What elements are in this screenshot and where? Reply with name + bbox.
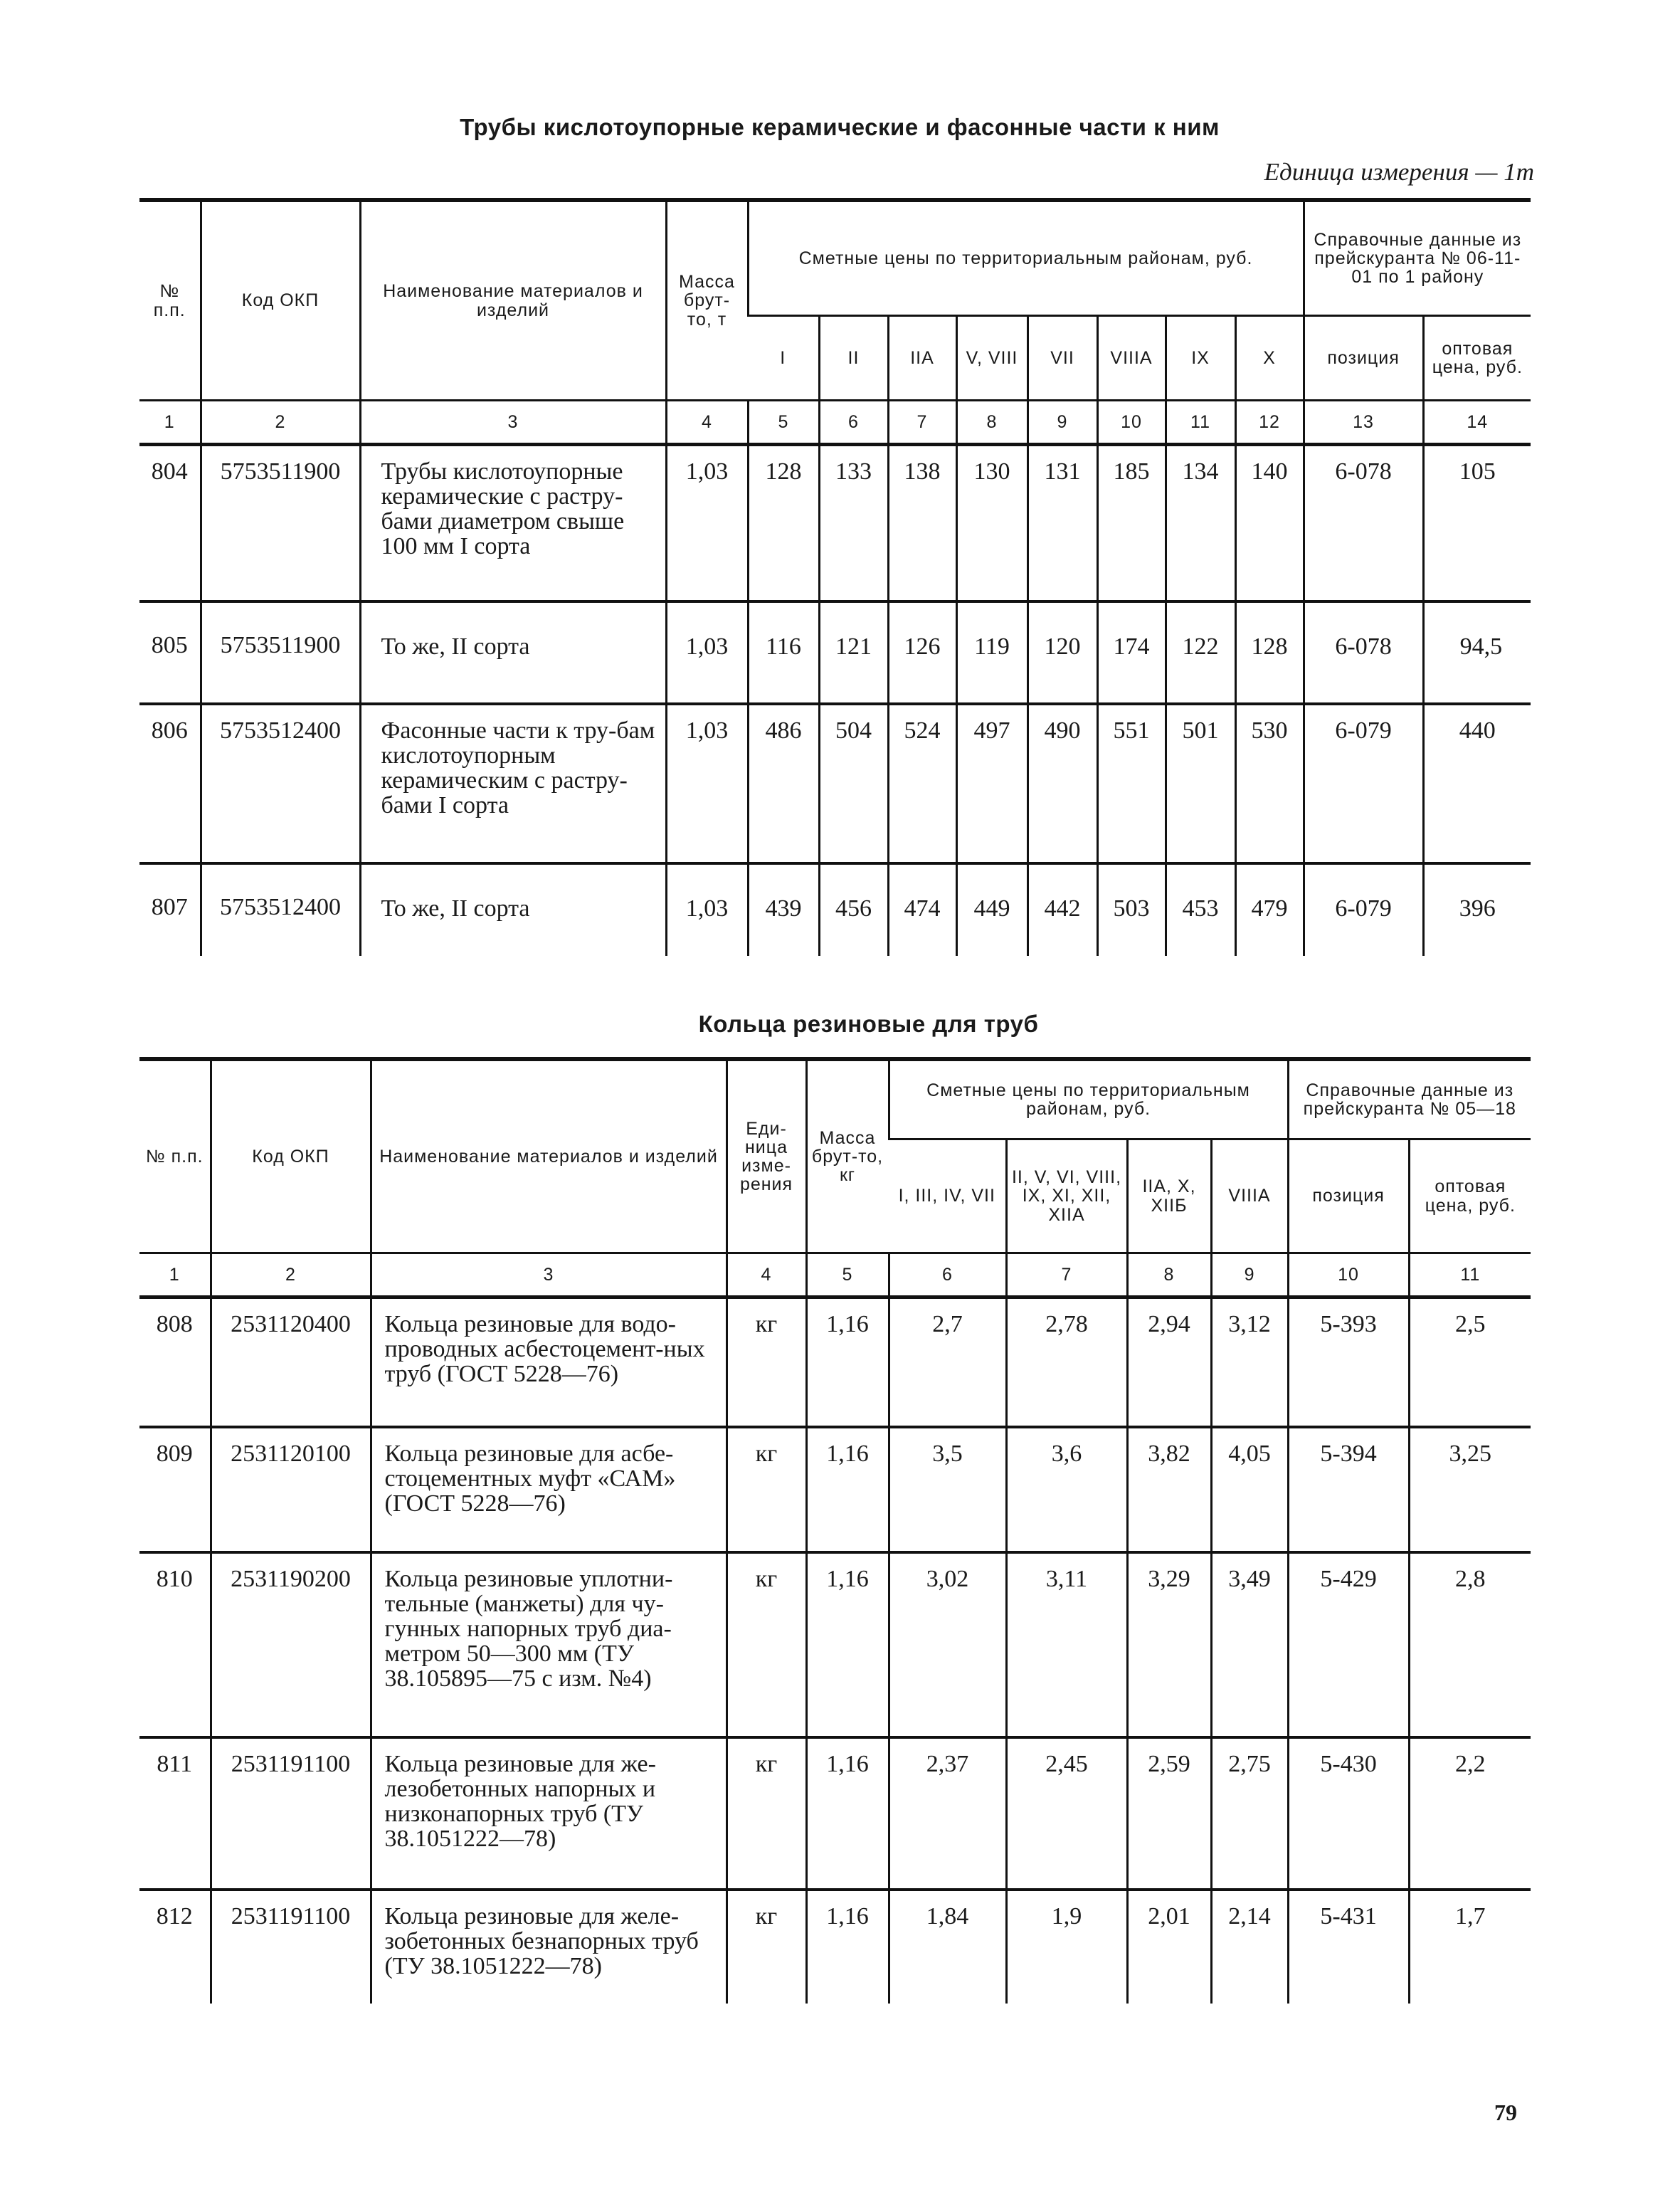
column-number: 5 bbox=[806, 1253, 889, 1297]
row-wholesale: 2,5 bbox=[1409, 1297, 1531, 1427]
row-price: 116 bbox=[748, 601, 819, 704]
header-region: V, VIII bbox=[956, 316, 1027, 401]
row-price: 2,45 bbox=[1006, 1737, 1127, 1890]
row-wholesale: 2,8 bbox=[1409, 1552, 1531, 1737]
row-mass: 1,03 bbox=[666, 863, 748, 956]
column-number: 13 bbox=[1304, 401, 1423, 445]
row-price: 130 bbox=[956, 445, 1027, 601]
column-number: 6 bbox=[819, 401, 888, 445]
row-price: 2,37 bbox=[889, 1737, 1006, 1890]
row-price: 120 bbox=[1027, 601, 1097, 704]
column-number: 4 bbox=[666, 401, 748, 445]
row-price: 128 bbox=[1235, 601, 1304, 704]
row-price: 121 bbox=[819, 601, 888, 704]
row-price: 126 bbox=[888, 601, 956, 704]
row-okp: 2531120400 bbox=[211, 1297, 371, 1427]
page-number: 79 bbox=[1494, 2100, 1517, 2125]
row-mass: 1,16 bbox=[806, 1552, 889, 1737]
column-number: 12 bbox=[1235, 401, 1304, 445]
row-okp: 5753512400 bbox=[201, 863, 360, 956]
header-region: I bbox=[748, 316, 819, 401]
row-num: 805 bbox=[139, 601, 201, 704]
row-price: 2,14 bbox=[1211, 1890, 1288, 2004]
header-prices: Сметные цены по территориальным районам, руб. bbox=[889, 1059, 1288, 1139]
table-row bbox=[139, 863, 1531, 956]
column-number: 8 bbox=[1127, 1253, 1211, 1297]
column-number: 10 bbox=[1097, 401, 1166, 445]
row-okp: 5753511900 bbox=[201, 601, 360, 704]
row-price: 2,78 bbox=[1006, 1297, 1127, 1427]
row-position: 5-429 bbox=[1288, 1552, 1409, 1737]
row-price: 128 bbox=[748, 445, 819, 601]
row-position: 6-078 bbox=[1304, 445, 1423, 601]
column-number: 14 bbox=[1423, 401, 1531, 445]
row-price: 3,49 bbox=[1211, 1552, 1288, 1737]
row-mass: 1,03 bbox=[666, 704, 748, 863]
row-position: 6-078 bbox=[1304, 601, 1423, 704]
header-region: VIIIA bbox=[1211, 1139, 1288, 1253]
row-unit: кг bbox=[727, 1552, 806, 1737]
header-wholesale: оптовая цена, руб. bbox=[1423, 316, 1531, 401]
header-prices: Сметные цены по территориальным районам, руб. bbox=[748, 200, 1304, 316]
row-price: 4,05 bbox=[1211, 1427, 1288, 1552]
unit-of-measure: Единица измерения — 1т bbox=[1264, 158, 1534, 186]
row-price: 131 bbox=[1027, 445, 1097, 601]
row-wholesale: 94,5 bbox=[1423, 601, 1531, 704]
row-mass: 1,03 bbox=[666, 445, 748, 601]
header-okp: Код ОКП bbox=[201, 200, 360, 401]
row-num: 812 bbox=[156, 1902, 193, 1929]
row-wholesale: 2,2 bbox=[1409, 1737, 1531, 1890]
rubber-rings-table bbox=[139, 1057, 1531, 2004]
row-position: 5-430 bbox=[1288, 1737, 1409, 1890]
row-price: 479 bbox=[1235, 863, 1304, 956]
header-unit: Еди-ница изме-рения bbox=[727, 1059, 806, 1253]
header-num: № п.п. bbox=[139, 200, 201, 401]
header-mass: Масса брут-то, т bbox=[666, 200, 748, 401]
column-number: 2 bbox=[211, 1253, 371, 1297]
row-wholesale: 3,25 bbox=[1409, 1427, 1531, 1552]
row-price: 3,29 bbox=[1127, 1552, 1211, 1737]
header-reference: Справочные данные из прейскуранта № 05—18 bbox=[1288, 1059, 1531, 1139]
row-num: 811 bbox=[139, 1737, 211, 1890]
column-number: 11 bbox=[1409, 1253, 1531, 1297]
row-num: 808 bbox=[139, 1297, 211, 1427]
column-number: 1 bbox=[139, 401, 201, 445]
column-number: 3 bbox=[371, 1253, 727, 1297]
column-number: 1 bbox=[139, 1253, 211, 1297]
table-row bbox=[139, 1737, 1531, 1890]
row-price: 439 bbox=[748, 863, 819, 956]
row-price: 504 bbox=[819, 704, 888, 863]
row-price: 524 bbox=[888, 704, 956, 863]
row-price: 497 bbox=[956, 704, 1027, 863]
row-price: 2,75 bbox=[1211, 1737, 1288, 1890]
column-number: 7 bbox=[888, 401, 956, 445]
row-okp: 2531191100 bbox=[211, 1737, 371, 1890]
header-region: I, III, IV, VII bbox=[889, 1139, 1006, 1253]
header-region: IIA, X, XIIБ bbox=[1127, 1139, 1211, 1253]
row-wholesale: 1,7 bbox=[1409, 1890, 1531, 2004]
row-price: 3,11 bbox=[1006, 1552, 1127, 1737]
table-row bbox=[139, 601, 1531, 704]
column-number: 10 bbox=[1288, 1253, 1409, 1297]
header-region: IX bbox=[1166, 316, 1235, 401]
column-number: 2 bbox=[201, 401, 360, 445]
header-region: II, V, VI, VIII, IX, XI, XII, XIIA bbox=[1006, 1139, 1127, 1253]
row-price: 185 bbox=[1097, 445, 1166, 601]
header-name: Наименование материалов и изделий bbox=[360, 200, 666, 401]
column-number: 8 bbox=[956, 401, 1027, 445]
row-position: 5-393 bbox=[1288, 1297, 1409, 1427]
row-price: 503 bbox=[1097, 863, 1166, 956]
table-row bbox=[139, 445, 1531, 601]
column-number: 9 bbox=[1027, 401, 1097, 445]
row-price: 2,59 bbox=[1127, 1737, 1211, 1890]
row-name: Кольца резиновые для желе-зобетонных безнапорных труб (ТУ 38.1051222—78) bbox=[371, 1890, 727, 2004]
row-name: То же, II сорта bbox=[360, 863, 666, 956]
row-unit: кг bbox=[727, 1890, 806, 2004]
row-okp: 5753512400 bbox=[201, 704, 360, 863]
row-unit: кг bbox=[727, 1737, 806, 1890]
column-number: 11 bbox=[1166, 401, 1235, 445]
row-unit: кг bbox=[727, 1427, 806, 1552]
row-mass: 1,16 bbox=[806, 1737, 889, 1890]
row-name: Трубы кислотоупорные керамические с растру-бами диаметром свыше 100 мм I сорта bbox=[360, 445, 666, 601]
row-price: 122 bbox=[1166, 601, 1235, 704]
row-unit: кг bbox=[727, 1297, 806, 1427]
row-price: 486 bbox=[748, 704, 819, 863]
row-num: 806 bbox=[139, 704, 201, 863]
row-num: 810 bbox=[139, 1552, 211, 1737]
column-number: 4 bbox=[727, 1253, 806, 1297]
row-name: Кольца резиновые для же-лезобетонных напорных и низконапорных труб (ТУ 38.1051222—78) bbox=[371, 1737, 727, 1890]
row-price: 119 bbox=[956, 601, 1027, 704]
table2-title: Кольца резиновые для труб bbox=[698, 1011, 1039, 1037]
row-name: Кольца резиновые для водо-проводных асбестоцемент-ных труб (ГОСТ 5228—76) bbox=[371, 1297, 727, 1427]
row-price: 134 bbox=[1166, 445, 1235, 601]
row-price: 3,82 bbox=[1127, 1427, 1211, 1552]
row-price: 1,84 bbox=[889, 1890, 1006, 2004]
header-region: X bbox=[1235, 316, 1304, 401]
row-price: 1,9 bbox=[1006, 1890, 1127, 2004]
table-row bbox=[139, 704, 1531, 863]
header-num: № п.п. bbox=[139, 1059, 211, 1253]
header-okp: Код ОКП bbox=[211, 1059, 371, 1253]
row-price: 133 bbox=[819, 445, 888, 601]
row-price: 3,6 bbox=[1006, 1427, 1127, 1552]
acid-resistant-pipes-table bbox=[139, 198, 1531, 956]
row-price: 490 bbox=[1027, 704, 1097, 863]
row-mass: 1,16 bbox=[806, 1890, 889, 2004]
table-row bbox=[139, 1427, 1531, 1552]
row-price: 138 bbox=[888, 445, 956, 601]
row-price: 140 bbox=[1235, 445, 1304, 601]
table-row bbox=[139, 1297, 1531, 1427]
row-price: 449 bbox=[956, 863, 1027, 956]
column-number: 7 bbox=[1006, 1253, 1127, 1297]
row-price: 2,94 bbox=[1127, 1297, 1211, 1427]
row-mass: 1,16 bbox=[806, 1297, 889, 1427]
row-wholesale: 105 bbox=[1423, 445, 1531, 601]
row-okp: 2531190200 bbox=[211, 1552, 371, 1737]
table-row bbox=[139, 1552, 1531, 1737]
header-region: II bbox=[819, 316, 888, 401]
row-position: 5-394 bbox=[1288, 1427, 1409, 1552]
row-wholesale: 396 bbox=[1423, 863, 1531, 956]
row-okp: 5753511900 bbox=[201, 445, 360, 601]
row-position: 6-079 bbox=[1304, 863, 1423, 956]
row-price: 442 bbox=[1027, 863, 1097, 956]
row-price: 3,12 bbox=[1211, 1297, 1288, 1427]
column-number: 3 bbox=[360, 401, 666, 445]
row-mass: 1,16 bbox=[806, 1427, 889, 1552]
row-okp: 2531120100 bbox=[211, 1427, 371, 1552]
header-name: Наименование материалов и изделий bbox=[371, 1059, 727, 1253]
column-number: 5 bbox=[748, 401, 819, 445]
row-price: 530 bbox=[1235, 704, 1304, 863]
row-name: Кольца резиновые уплотни-тельные (манжеты) для чу-гунных напорных труб диа-метром 50—300 мм (ТУ 38.105895—75 с изм. №4) bbox=[371, 1552, 727, 1737]
row-price: 2,01 bbox=[1127, 1890, 1211, 2004]
row-price: 456 bbox=[819, 863, 888, 956]
column-number: 9 bbox=[1211, 1253, 1288, 1297]
header-region: VIIIA bbox=[1097, 316, 1166, 401]
row-price: 174 bbox=[1097, 601, 1166, 704]
header-wholesale: оптовая цена, руб. bbox=[1409, 1139, 1531, 1253]
row-price: 474 bbox=[888, 863, 956, 956]
row-name: То же, II сорта bbox=[360, 601, 666, 704]
row-num: 809 bbox=[139, 1427, 211, 1552]
row-price: 3,5 bbox=[889, 1427, 1006, 1552]
header-position: позиция bbox=[1288, 1139, 1409, 1253]
row-price: 2,7 bbox=[889, 1297, 1006, 1427]
row-price: 551 bbox=[1097, 704, 1166, 863]
header-mass: Масса брут-то, кг bbox=[806, 1059, 889, 1253]
row-num: 807 bbox=[151, 893, 188, 920]
row-name: Фасонные части к тру-бам кислотоупорным керамическим с растру-бами I сорта bbox=[360, 704, 666, 863]
table1-title: Трубы кислотоупорные керамические и фасонные части к ним bbox=[460, 114, 1220, 140]
header-region: VII bbox=[1027, 316, 1097, 401]
header-reference: Справочные данные из прейскуранта № 06-11-01 по 1 району bbox=[1304, 200, 1531, 316]
table-row bbox=[139, 1890, 1531, 2004]
row-mass: 1,03 bbox=[666, 601, 748, 704]
row-okp: 2531191100 bbox=[211, 1890, 371, 2004]
row-wholesale: 440 bbox=[1423, 704, 1531, 863]
row-name: Кольца резиновые для асбе-стоцементных муфт «САМ» (ГОСТ 5228—76) bbox=[371, 1427, 727, 1552]
row-price: 501 bbox=[1166, 704, 1235, 863]
row-price: 453 bbox=[1166, 863, 1235, 956]
header-region: IIA bbox=[888, 316, 956, 401]
header-position: позиция bbox=[1304, 316, 1423, 401]
row-price: 3,02 bbox=[889, 1552, 1006, 1737]
column-number: 6 bbox=[889, 1253, 1006, 1297]
row-num: 804 bbox=[139, 445, 201, 601]
row-position: 5-431 bbox=[1288, 1890, 1409, 2004]
row-position: 6-079 bbox=[1304, 704, 1423, 863]
